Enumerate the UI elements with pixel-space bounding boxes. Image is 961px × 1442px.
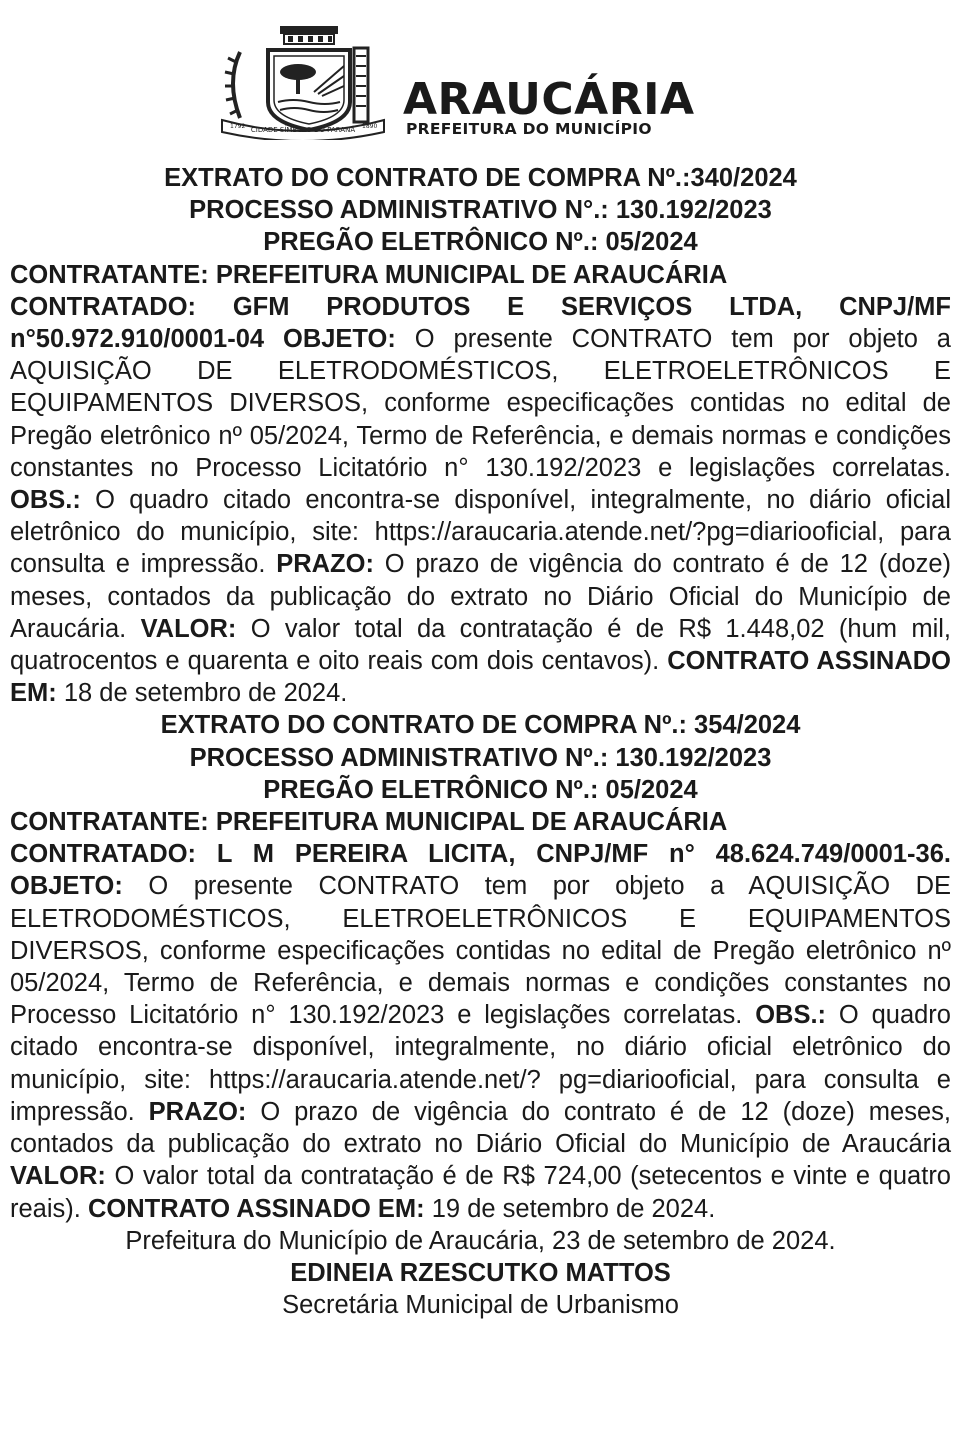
extract1-obs-label: OBS.: — [10, 486, 81, 515]
extract2-heading3: PREGÃO ELETRÔNICO Nº.: 05/2024 — [263, 775, 698, 804]
extract2-heading2: PROCESSO ADMINISTRATIVO Nº.: 130.192/2023 — [189, 743, 772, 772]
extract2-obs-label: OBS.: — [755, 1001, 827, 1030]
extract2-valor-text: O valor total da contratação é de R$ 724,00 (setecentos e vinte e quatro reais). — [10, 1162, 951, 1223]
extract2-heading1: EXTRATO DO CONTRATO DE COMPRA Nº.: 354/2024 — [160, 711, 801, 740]
extract2-body — [10, 838, 951, 1224]
extract2-prazo-text: O prazo de vigência do contrato é de 12 (doze) meses, contados da publicação do extrato no Diário Oficial do Município de Araucária — [10, 1097, 952, 1159]
extract1-assinado-label: CONTRATO ASSINADO EM: — [10, 647, 951, 708]
extract1-heading2: PROCESSO ADMINISTRATIVO N°.: 130.192/2023 — [189, 196, 772, 225]
extract1-valor-text: O valor total da contratação é de R$ 1.448,02 (hum mil, quatrocentos e quarenta e oito reais com dois centavos). — [10, 614, 951, 676]
extract1-contratado: CONTRATADO: GFM PRODUTOS E SERVIÇOS LTDA, CNPJ/MF n°50.972.910/0001-04 — [10, 292, 951, 354]
extract1-valor-label: VALOR: — [140, 614, 237, 643]
extract1-objeto-label: OBJETO: — [282, 325, 396, 354]
municipal-crest-icon — [218, 22, 388, 140]
brand-title: ARAUCÁRIA — [403, 74, 695, 125]
crest-motto: CIDADE SÍMBOLO DO PARANÁ — [250, 126, 356, 134]
header — [0, 22, 961, 142]
document-body — [10, 162, 951, 1321]
footer-place-date: Prefeitura do Município de Araucária, 23 de setembro de 2024. — [125, 1226, 836, 1255]
brand-subtitle: PREFEITURA DO MUNICÍPIO — [406, 120, 652, 138]
extract2-contratante: CONTRATANTE: PREFEITURA MUNICIPAL DE ARAUCÁRIA — [10, 808, 728, 837]
extract2-prazo-label: PRAZO: — [148, 1097, 247, 1126]
extract2-contratado: CONTRATADO: L M PEREIRA LICITA, CNPJ/MF n° 48.624.749/0001-36. — [10, 840, 951, 869]
extract2-valor-label: VALOR: — [10, 1162, 106, 1191]
crest-year-left: 1792 — [230, 123, 246, 130]
extract1-contratante: CONTRATANTE: PREFEITURA MUNICIPAL DE ARAUCÁRIA — [10, 260, 728, 289]
extract2-objeto-label: OBJETO: — [10, 872, 123, 901]
footer-signer: EDINEIA RZESCUTKO MATTOS — [290, 1258, 671, 1287]
extract1-body — [10, 291, 951, 710]
extract1-assinado-text: 18 de setembro de 2024. — [63, 679, 348, 708]
crest-year-right: 1890 — [362, 123, 378, 130]
extract1-prazo-text: O prazo de vigência do contrato é de 12 (doze) meses, contados da publicação do extrato no Diário Oficial do Município de Araucária. — [10, 550, 951, 643]
extract1-obs-text: O quadro citado encontra-se disponível, integralmente, no diário oficial eletrônico do município, site: https://araucaria.atende.net/?pg=diariooficial, para consulta e impressão. — [10, 486, 951, 579]
extract2-assinado-text: 19 de setembro de 2024. — [431, 1194, 716, 1223]
extract2-obs-text: O quadro citado encontra-se disponível, integralmente, no diário oficial eletrônico do município, site: https://araucaria.atende.net/? pg=diariooficial, para consulta e impressão. — [10, 1001, 951, 1126]
footer-role: Secretária Municipal de Urbanismo — [282, 1291, 679, 1320]
extract2-objeto-text: O presente CONTRATO tem por objeto a AQUISIÇÃO DE ELETRODOMÉSTICOS, ELETROELETRÔNICOS E EQUIPAMENTOS DIVERSOS, conforme especificações contidas no edital de Pregão eletrônico nº 05/2024, Termo de Referência, e demais normas e condições constantes no Processo Licitatório n° 130.192/2023 e legislações correlatas. — [10, 872, 951, 1030]
extract2-assinado-label: CONTRATO ASSINADO EM: — [87, 1194, 425, 1223]
extract1-prazo-label: PRAZO: — [276, 550, 374, 579]
extract1-heading1: EXTRATO DO CONTRATO DE COMPRA Nº.:340/2024 — [164, 164, 797, 192]
extract1-heading3: PREGÃO ELETRÔNICO Nº.: 05/2024 — [263, 228, 698, 257]
extract1-objeto-text: O presente CONTRATO tem por objeto a AQUISIÇÃO DE ELETRODOMÉSTICOS, ELETROELETRÔNICOS E EQUIPAMENTOS DIVERSOS, conforme especificações contidas no edital de Pregão eletrônico nº 05/2024, Termo de Referência, e demais normas e condições constantes no Processo Licitatório n° 130.192/2023 e legislações correlatas. — [10, 325, 951, 482]
